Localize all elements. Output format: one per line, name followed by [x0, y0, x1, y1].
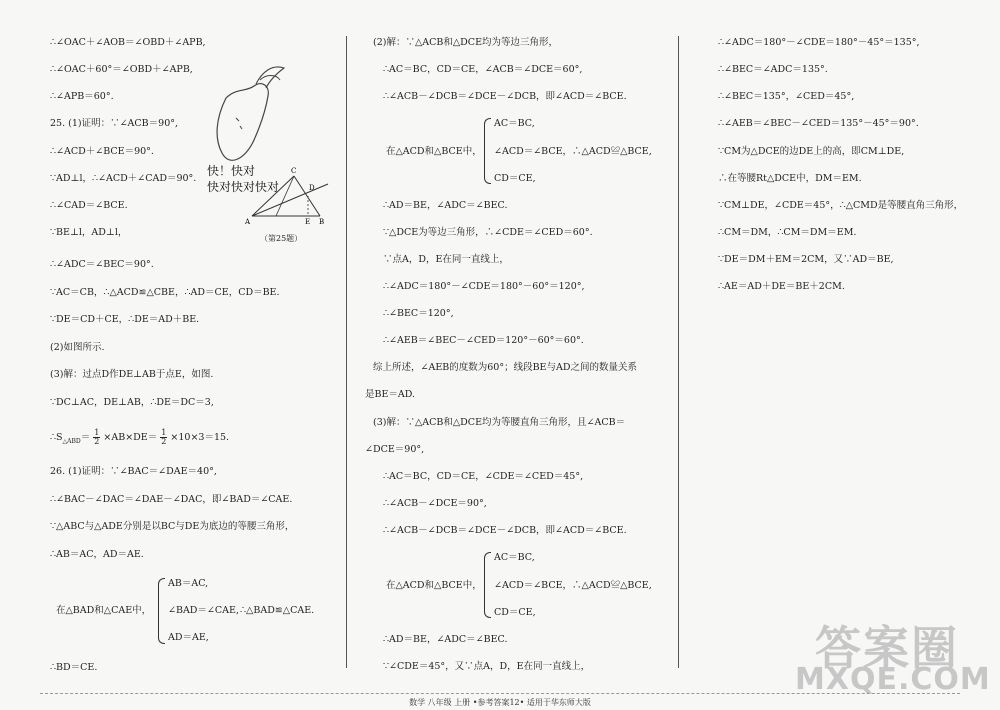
system-prefix: 在△ACD和△BCE中，: [386, 146, 482, 157]
label-C: C: [291, 167, 297, 175]
column-divider: [678, 36, 679, 668]
text-line: ∴∠ACB－∠DCE＝90°,: [383, 498, 487, 509]
system-row: CD＝CE,: [494, 607, 536, 618]
text-line: ∴在等腰Rt△DCE中，DM＝EM.: [718, 173, 862, 184]
system-suffix: ∴△BAD≌△CAE.: [240, 605, 315, 616]
area-prefix: ∴S: [50, 432, 63, 443]
sketch-leaf: [260, 76, 280, 81]
text-line: ∴∠ACB－∠DCB＝∠DCE－∠DCB，即∠ACD＝∠BCE.: [383, 525, 627, 536]
text-line: ∴∠BEC＝120°,: [383, 308, 454, 319]
text-line: ∵AC＝CB，∴△ACD≌△CBE，∴AD＝CE，CD＝BE.: [50, 287, 280, 298]
label-E: E: [305, 218, 311, 226]
label-A: A: [245, 218, 251, 226]
text-line: (2)如图所示.: [50, 342, 105, 353]
text-line: ∴∠ADC＝180°－∠CDE＝180°－60°＝120°,: [383, 281, 585, 292]
sketch-mark: [236, 118, 242, 129]
text-line: ∴AC＝BC，CD＝CE，∠ACB＝∠DCE＝60°,: [383, 64, 583, 75]
overlay-text: 快！快对: [207, 164, 256, 178]
system-prefix: 在△ACD和△BCE中，: [386, 580, 482, 591]
text-line: ∴∠AEB＝∠BEC－∠CED＝135°－45°＝90°.: [718, 118, 919, 129]
segment-CB: [294, 176, 320, 216]
label-D: D: [309, 184, 315, 192]
text-line: ∵DC⊥AC，DE⊥AB，∴DE＝DC＝3,: [50, 397, 214, 408]
text-line: ∴∠APB＝60°.: [50, 91, 114, 102]
text-line: (3)解：过点D作DE⊥AB于点E，如图.: [50, 369, 214, 380]
text-line: 26. (1)证明：∵∠BAC＝∠DAE＝40°,: [50, 466, 217, 477]
text-line: ∴∠ACB－∠DCB＝∠DCE－∠DCB，即∠ACD＝∠BCE.: [383, 91, 627, 102]
overlay-text: 快对快对快对: [207, 180, 280, 194]
system-row: CD＝CE,: [494, 173, 536, 184]
system-row: ∠ACD＝∠BCE，∴△ACD≌△BCE,: [494, 146, 652, 157]
area-formula: [50, 429, 229, 448]
fraction: $\frac{1}{2}$: [94, 428, 100, 446]
text-line: ∴AD＝BE，∠ADC＝∠BEC.: [383, 200, 508, 211]
text-line: 25. (1)证明：∵∠ACB＝90°,: [50, 118, 179, 129]
page-footer: 数学 八年级 上册 •参考答案12• 适用于华东师大版: [409, 698, 591, 707]
text-line: (3)解：∵△ACB和△DCE均为等腰直角三角形，且∠ACB＝: [373, 417, 626, 428]
text-line: ∵DE＝DM＋EM＝2CM，又∵AD＝BE,: [718, 254, 894, 265]
system-row: AB＝AC,: [168, 578, 209, 589]
text-line: ∴∠BAC－∠DAC＝∠DAE－∠DAC，即∠BAD＝∠CAE.: [50, 494, 293, 505]
area-mid1: ＝: [80, 432, 91, 443]
text-line: (2)解：∵△ACB和△DCE均为等边三角形，: [373, 37, 558, 48]
text-line: ∴∠ADC＝∠BEC＝90°.: [50, 259, 154, 270]
area-end: ×10×3＝15.: [170, 432, 230, 443]
text-line: ∵AD⊥l，∴∠ACD＋∠CAD＝90°.: [50, 173, 197, 184]
column-divider: [346, 36, 347, 668]
text-line: ∵△ABC与△ADE分别是以BC与DE为底边的等腰三角形，: [50, 521, 295, 532]
area-mid2: ×AB×DE＝: [103, 432, 158, 443]
text-line: 综上所述，∠AEB的度数为60°；线段BE与AD之间的数量关系: [373, 362, 637, 373]
text-line: ∴∠BEC＝135°，∠CED＝45°,: [718, 91, 855, 102]
system-row: AC＝BC,: [494, 552, 535, 563]
text-line: ∴∠CAD＝∠BCE.: [50, 200, 128, 211]
text-line: 是BE＝AD.: [365, 389, 416, 400]
label-B: B: [319, 218, 325, 226]
brace: [484, 552, 491, 618]
text-line: ∵CM⊥DE，∠CDE＝45°，∴△CMD是等腰直角三角形，: [718, 200, 964, 211]
text-line: ∴BD＝CE.: [50, 662, 98, 673]
system-row: ∠ACD＝∠BCE，∴△ACD≌△BCE,: [494, 580, 652, 591]
system-row: AC＝BC,: [494, 118, 535, 129]
text-line: ∵点A，D，E在同一直线上，: [383, 254, 509, 265]
text-line: ∴∠ACD＋∠BCE＝90°.: [50, 146, 154, 157]
text-line: ∴AB＝AC，AD＝AE.: [50, 549, 144, 560]
watermark-title: 答案圈: [815, 621, 959, 675]
brace: [158, 578, 165, 644]
text-line: ∠DCE＝90°,: [365, 444, 425, 455]
system-row: AD＝AE,: [168, 632, 209, 643]
text-line: ∴AC＝BC，CD＝CE，∠CDE＝∠CED＝45°,: [383, 471, 584, 482]
brace: [484, 118, 491, 184]
system-row: ∠BAD＝∠CAE,: [168, 605, 239, 616]
text-line: ∵△DCE为等边三角形，∴∠CDE＝∠CED＝60°.: [383, 227, 593, 238]
text-line: ∴∠OAC＋60°＝∠OBD＋∠APB,: [50, 64, 193, 75]
watermark-logo: [795, 612, 991, 702]
geometry-figure: [196, 58, 336, 238]
text-line: ∵CM为△DCE的边DE上的高，即CM⊥DE,: [718, 146, 905, 157]
sketch-shape: [217, 84, 268, 161]
text-line: ∴∠ADC＝180°－∠CDE＝180°－45°＝135°,: [718, 37, 920, 48]
text-line: ∴CM＝DM，∴CM＝DM＝EM.: [718, 227, 857, 238]
text-line: ∴∠AEB＝∠BEC－∠CED＝120°－60°＝60°.: [383, 335, 584, 346]
fraction: $\frac{1}{2}$: [161, 428, 167, 446]
text-line: ∴∠BEC＝∠ADC＝135°.: [718, 64, 828, 75]
area-subscript: △ABD: [62, 437, 81, 445]
text-line: ∴AE＝AD＋DE＝BE＋2CM.: [718, 281, 845, 292]
text-line: ∴AD＝BE，∠ADC＝∠BEC.: [383, 634, 508, 645]
text-line: ∵∠CDE＝45°，又∵点A，D，E在同一直线上，: [383, 661, 591, 672]
text-line: ∵BE⊥l，AD⊥l，: [50, 227, 128, 238]
sketch-leaf: [256, 67, 284, 88]
text-line: ∴∠OAC＋∠AOB＝∠OBD＋∠APB,: [50, 37, 206, 48]
watermark-url: MXQE.COM: [795, 662, 991, 697]
system-prefix: 在△BAD和△CAE中，: [56, 605, 152, 616]
footer-divider: [40, 693, 960, 694]
text-line: ∵DE＝CD＋CE，∴DE＝AD＋BE.: [50, 314, 200, 325]
figure-caption: （第25题）: [260, 234, 303, 243]
